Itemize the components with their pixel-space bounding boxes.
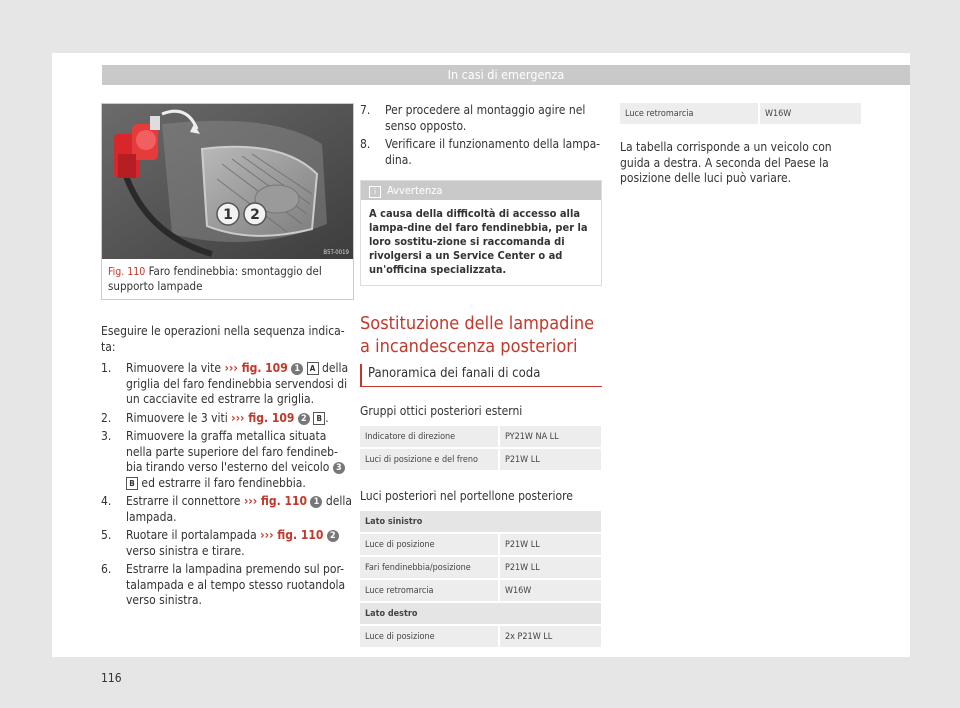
table-row (360, 557, 601, 578)
step-item (101, 411, 354, 427)
figure-link[interactable]: ››› fig. 110 (260, 528, 324, 542)
figure-110 (101, 103, 354, 300)
step-number: 4. (101, 494, 112, 508)
table-cell: Luce di posizione (360, 626, 500, 647)
table-row (360, 580, 601, 601)
step-text: Rimuovere la graffa metallica situata nella parte superiore del faro fendineb-bia tirando verso l'esterno del veicolo (126, 429, 338, 474)
step-item (360, 103, 602, 134)
figure-label: Fig. 110 (108, 266, 146, 278)
table-cell: Luce di posizione (360, 534, 500, 555)
step-number: 7. (360, 103, 371, 117)
callout-2: 2 (250, 207, 260, 223)
step-number: 1. (101, 361, 112, 375)
table-cell: Indicatore di direzione (360, 426, 500, 447)
figure-caption-text: Faro fendinebbia: smontaggio del supporto lampade (108, 264, 322, 293)
callout-badge: 1 (310, 496, 322, 508)
step-item (101, 494, 354, 525)
intro-text: Eseguire le operazioni nella sequenza indica-ta: (101, 324, 345, 354)
table-title-tailgate: Luci posteriori nel portellone posteriore (360, 489, 573, 503)
table-cell: Luce retromarcia (620, 103, 760, 124)
step-text: Per procedere al montaggio agire nel senso opposto. (385, 103, 586, 133)
step-number: 5. (101, 528, 112, 542)
step-text: della griglia del faro fendinebbia servendosi di un cacciavite ed estrarre la griglia. (126, 361, 349, 406)
table-group-header (360, 603, 601, 624)
step-text: Estrarre il connettore (126, 494, 244, 508)
table-row (360, 449, 601, 470)
table-cell: Luce retromarcia (360, 580, 500, 601)
step-number: 8. (360, 137, 371, 151)
callout-badge: 3 (333, 462, 345, 474)
table-row (360, 426, 601, 447)
column-middle (360, 103, 602, 649)
figure-part-badge: A (307, 362, 319, 375)
table-row (620, 103, 861, 124)
table-title-external: Gruppi ottici posteriori esterni (360, 404, 523, 418)
column-left (101, 103, 354, 685)
table-cell: PY21W NA LL (500, 426, 601, 447)
table-external-lights (360, 424, 601, 472)
table-tailgate-lights (360, 509, 601, 649)
step-text: della lampada. (126, 494, 353, 524)
table-continued (620, 101, 861, 126)
step-text: Verificare il funzionamento della lampa-dina. (385, 137, 601, 167)
table-cell: P21W LL (500, 557, 601, 578)
table-cell: Lato destro (360, 603, 601, 624)
section-title: Sostituzione delle lampadine a incandescenza posteriori (360, 313, 595, 357)
step-text: Estrarre la lampadina premendo sul por-talampada e al tempo stesso ruotandola verso sinistra. (126, 562, 346, 607)
table-cell: Lato sinistro (360, 511, 601, 532)
step-number: 6. (101, 562, 112, 576)
fog-light-illustration (102, 104, 353, 259)
note-title: Avvertenza (387, 184, 443, 197)
step-number: 3. (101, 429, 112, 443)
callout-badge: 1 (291, 363, 303, 375)
column-right (620, 103, 860, 187)
warning-note (360, 180, 602, 286)
table-cell: P21W LL (500, 534, 601, 555)
step-text: Rimuovere le 3 viti (126, 410, 232, 425)
chapter-header: In casi di emergenza (102, 65, 910, 85)
step-item (101, 562, 354, 609)
figure-link[interactable]: ››› fig. 109 (224, 361, 288, 375)
table-note-text: La tabella corrisponde a un veicolo con guida a destra. A seconda del Paese la posizione delle luci può variare. (620, 140, 832, 185)
subsection-title: Panoramica dei fanali di coda (360, 364, 602, 387)
image-code: B5T-0019 (323, 249, 349, 256)
table-row (360, 626, 601, 647)
steps-list-right (360, 103, 602, 168)
step-text: Ruotare il portalampada (126, 528, 261, 542)
figure-part-badge: B (313, 412, 325, 425)
figure-link[interactable]: ››› fig. 110 (243, 494, 308, 508)
note-header (361, 181, 601, 200)
callout-badge: 2 (298, 413, 310, 425)
table-cell: W16W (500, 580, 601, 601)
table-cell: Fari fendinebbia/posizione (360, 557, 500, 578)
figure-part-badge: B (126, 477, 138, 490)
page (52, 53, 910, 685)
note-body: A causa della difficoltà di accesso alla lampa-dine del faro fendinebbia, per la loro sostitu-zione si raccomanda di rivolgersi a un Service Center o ad un'officina specializzata. (369, 207, 588, 276)
step-item (101, 361, 354, 408)
table-cell: 2x P21W LL (500, 626, 601, 647)
step-item (101, 528, 354, 559)
step-item (101, 429, 354, 491)
callout-badge: 2 (327, 530, 339, 542)
callout-1: 1 (223, 207, 233, 223)
step-text: . (325, 410, 329, 425)
step-item (360, 137, 602, 168)
step-number: 2. (101, 410, 112, 425)
step-text: Rimuovere la vite (126, 361, 225, 375)
step-text: ed estrarre il faro fendinebbia. (138, 475, 306, 490)
fog-light-photo (102, 104, 353, 259)
figure-link[interactable]: ››› fig. 109 (231, 410, 295, 425)
info-icon: i (369, 186, 381, 198)
steps-list-left (101, 361, 354, 609)
table-cell: Luci di posizione e del freno (360, 449, 500, 470)
figure-caption (102, 259, 353, 299)
table-cell: P21W LL (500, 449, 601, 470)
table-cell: W16W (760, 103, 861, 124)
table-row (360, 534, 601, 555)
step-text: verso sinistra e tirare. (126, 543, 245, 558)
table-group-header (360, 511, 601, 532)
page-number: 116 (101, 671, 122, 685)
